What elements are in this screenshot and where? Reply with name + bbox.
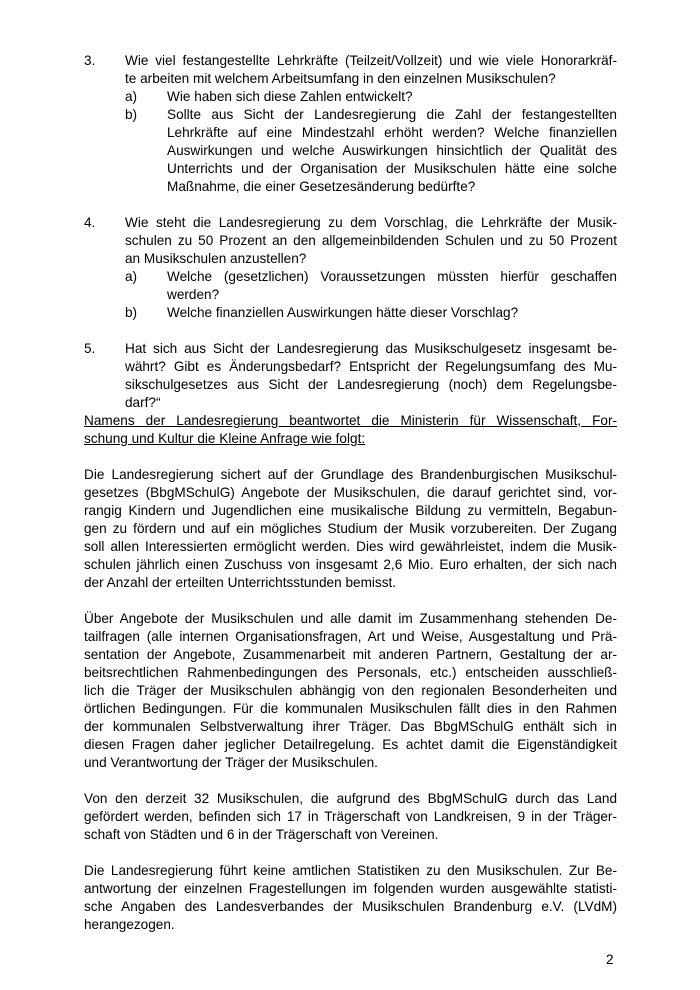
paragraph-line: örtlichen Bedingungen. Für die kommunalen Musikschulen fällt dies in den Rahmen (84, 701, 617, 716)
question-line: Wie steht die Landesregierung zu dem Vorschlag, die Lehrkräfte der Musik- (125, 215, 617, 230)
paragraph-line: und Verantwortung der Träger der Musikschulen. (84, 755, 378, 770)
sub-line: Wie haben sich diese Zahlen entwickelt? (167, 89, 413, 104)
paragraph-line: Die Landesregierung sichert auf der Grundlage des Brandenburgischen Musikschul- (84, 467, 617, 482)
sub-label: b) (125, 305, 138, 320)
answer-heading-line: schung und Kultur die Kleine Anfrage wie folgt: (84, 431, 366, 446)
paragraph-line: sche Angaben des Landesverbandes der Musikschulen Brandenburg e.V. (LVdM) (84, 899, 617, 914)
paragraph-line: gen zu fördern und auf ein mögliches Studium der Musik vorzubereiten. Der Zugang (84, 521, 617, 536)
sub-line: Lehrkräfte auf eine Mindestzahl erhöht werden? Welche finanziellen (167, 125, 617, 140)
page-number: 2 (606, 952, 614, 967)
paragraph-line: soll allen Interessierten ermöglicht werden. Dies wird gewährleistet, indem die Musik- (84, 539, 617, 554)
question-line: te arbeiten mit welchem Arbeitsumfang in den einzelnen Musikschulen? (125, 71, 556, 86)
paragraph-line: antwortung der einzelnen Fragestellungen im folgenden wurden ausgewählte statisti- (84, 881, 617, 896)
sub-line: Welche (gesetzlichen) Voraussetzungen müssten hierfür geschaffen (167, 269, 617, 284)
paragraph-line: lich die Träger der Musikschulen abhängig von den regionalen Besonderheiten und (84, 683, 617, 698)
question-line: Wie viel festangestellte Lehrkräfte (Teilzeit/Vollzeit) und wie viele Honorarkräf- (125, 53, 617, 68)
question-line: darf?“ (125, 395, 161, 410)
answer-heading-line: Namens der Landesregierung beantwortet die Ministerin für Wissenschaft, For- (84, 413, 617, 428)
paragraph-line: herangezogen. (84, 917, 175, 932)
paragraph-line: gefördert werden, befinden sich 17 in Trägerschaft von Landkreisen, 9 in der Träger- (84, 809, 617, 824)
sub-line: Welche finanziellen Auswirkungen hätte dieser Vorschlag? (167, 305, 519, 320)
sub-label: b) (125, 107, 138, 122)
question-line: schulen zu 50 Prozent an den allgemeinbildenden Schulen und zu 50 Prozent (125, 233, 617, 248)
question-number: 5. (84, 341, 96, 356)
paragraph-line: diesen Fragen daher jeglicher Detailregelung. Es achtet damit die Eigenständigkeit (84, 737, 617, 752)
paragraph-line: Von den derzeit 32 Musikschulen, die aufgrund des BbgMSchulG durch das Land (84, 791, 617, 806)
paragraph-line: schulen jährlich einen Zuschuss von insgesamt 2,6 Mio. Euro erhalten, der sich nach (84, 557, 617, 572)
question-number: 3. (84, 53, 96, 68)
paragraph-line: rangig Kindern und Jugendlichen eine musikalische Bildung zu vermitteln, Begabun- (84, 503, 617, 518)
sub-line: Maßnahme, die einer Gesetzesänderung bedürfte? (167, 179, 476, 194)
paragraph-line: der kommunalen Selbstverwaltung ihrer Träger. Das BbgMSchulG enthält sich in (84, 719, 617, 734)
paragraph-line: beitsrechtlichen Rahmenbedingungen des Personals, etc.) entscheiden ausschließ- (84, 665, 617, 680)
question-line: an Musikschulen anzustellen? (125, 251, 307, 266)
sub-line: werden? (167, 287, 220, 302)
sub-label: a) (125, 89, 138, 104)
question-number: 4. (84, 215, 96, 230)
paragraph-line: schaft von Städten und 6 in der Trägerschaft von Vereinen. (84, 827, 439, 842)
paragraph-line: gesetzes (BbgMSchulG) Angebote der Musikschulen, die darauf gerichtet sind, vor- (84, 485, 617, 500)
paragraph-line: tailfragen (alle internen Organisationsfragen, Art und Weise, Ausgestaltung und Prä- (84, 629, 617, 644)
question-line: Hat sich aus Sicht der Landesregierung das Musikschulgesetz insgesamt be- (125, 341, 617, 356)
sub-label: a) (125, 269, 138, 284)
paragraph-line: Über Angebote der Musikschulen und alle damit im Zusammenhang stehenden De- (84, 611, 617, 626)
question-line: währt? Gibt es Änderungsbedarf? Entspricht der Regelungsumfang des Mu- (125, 359, 617, 374)
sub-line: Unterrichts und der Organisation der Musikschulen hätte eine solche (167, 161, 617, 176)
paragraph-line: sentation der Angebote, Zusammenarbeit mit anderen Partnern, Gestaltung der ar- (84, 647, 617, 662)
sub-line: Auswirkungen und welche Auswirkungen hinsichtlich der Qualität des (167, 143, 617, 158)
sub-line: Sollte aus Sicht der Landesregierung die Zahl der festangestellten (167, 107, 617, 122)
paragraph-line: Die Landesregierung führt keine amtlichen Statistiken zu den Musikschulen. Zur Be- (84, 863, 617, 878)
question-line: sikschulgesetzes aus Sicht der Landesregierung (noch) dem Regelungsbe- (125, 377, 617, 392)
paragraph-line: der Anzahl der erteilten Unterrichtsstunden bemisst. (84, 575, 397, 590)
